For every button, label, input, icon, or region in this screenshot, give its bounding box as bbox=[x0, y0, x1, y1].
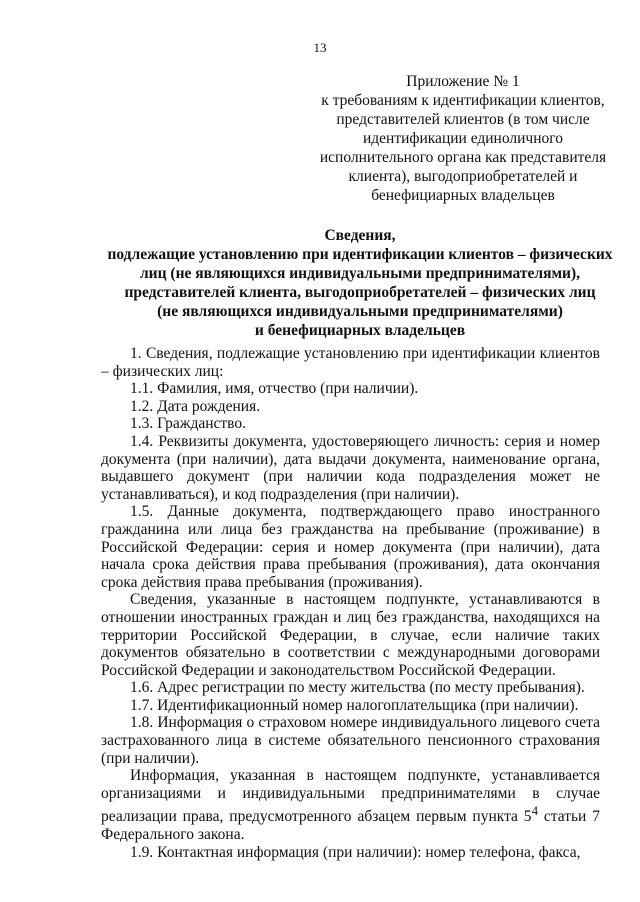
document-title bbox=[100, 226, 620, 340]
paragraph-1-9: 1.9. Контактная информация (при наличии): номер телефона, факса, bbox=[130, 843, 581, 861]
paragraph-1-8: 1.8. Информация о страховом номере индивидуального лицевого счета застрахованного лица в системе обязательного пенсионного страхования (при наличии). bbox=[101, 714, 600, 767]
paragraph-1-3: 1.3. Гражданство. bbox=[130, 415, 247, 433]
document-body bbox=[101, 345, 600, 861]
title-line: (не являющихся индивидуальными предпринимателями) bbox=[157, 303, 563, 320]
paragraph-1-5-note: Сведения, указанные в настоящем подпункте, устанавливаются в отношении иностранных граждан и лиц без гражданства, находящихся на территории Российской Федерации, в случае, если наличие таких документов обязательно в соответствии с международными договорами Российской Федерации и законодательством Российской Федерации. bbox=[101, 591, 600, 679]
title-line: представителей клиента, выгодоприобретателей – физических лиц bbox=[124, 284, 596, 301]
paragraph-1-1: 1.1. Фамилия, имя, отчество (при наличии). bbox=[130, 380, 419, 398]
note-text-end: статьи 7 Федерального закона. bbox=[101, 808, 600, 844]
title-line: и бенефициарных владельцев bbox=[254, 322, 466, 339]
appendix-line: бенефициарных владельцев bbox=[371, 187, 555, 204]
note-superscript: 4 bbox=[531, 803, 539, 819]
appendix-line: клиента), выгодоприобретателей и bbox=[348, 168, 578, 185]
paragraph-1: 1. Сведения, подлежащие установлению при идентификации клиентов – физических лиц: bbox=[101, 345, 600, 380]
title-line: Сведения, bbox=[324, 227, 396, 244]
page-number: 13 bbox=[313, 40, 327, 55]
paragraph-1-2: 1.2. Дата рождения. bbox=[130, 397, 261, 415]
paragraph-1-7: 1.7. Идентификационный номер налогоплательщика (при наличии). bbox=[130, 696, 579, 714]
appendix-line: идентификации единоличного bbox=[363, 130, 563, 147]
appendix-header bbox=[318, 72, 608, 205]
title-line: лиц (не являющихся индивидуальными предпринимателями), bbox=[139, 265, 581, 282]
paragraph-1-8-note bbox=[101, 767, 600, 844]
note-text: Информация, указанная в настоящем подпункте, устанавливается организациями и индивидуальными предпринимателями в случае реализации права, предусмотренного абзацем первым пункта 5 bbox=[101, 767, 600, 826]
appendix-line: представителей клиентов (в том числе bbox=[336, 111, 590, 128]
paragraph-1-4: 1.4. Реквизиты документа, удостоверяющего личность: серия и номер документа (при наличии), дата выдачи документа, наименование органа, выдавшего документ (при наличии кода подразделения может не устанавливаться), и код подразделения (при наличии). bbox=[101, 432, 600, 503]
title-line: подлежащие установлению при идентификации клиентов – физических bbox=[107, 246, 613, 263]
appendix-line: к требованиям к идентификации клиентов, bbox=[321, 92, 605, 109]
paragraph-1-6: 1.6. Адрес регистрации по месту жительства (по месту пребывания). bbox=[130, 679, 585, 697]
appendix-line: Приложение № 1 bbox=[406, 73, 520, 90]
paragraph-1-5: 1.5. Данные документа, подтверждающего право иностранного гражданина или лица без гражданства на пребывание (проживание) в Российской Федерации: серия и номер документа (при наличии), дата начала срока действия права пребывания (проживания), дата окончания срока действия права пребывания (проживания). bbox=[101, 503, 600, 591]
appendix-line: исполнительного органа как представителя bbox=[319, 149, 607, 166]
